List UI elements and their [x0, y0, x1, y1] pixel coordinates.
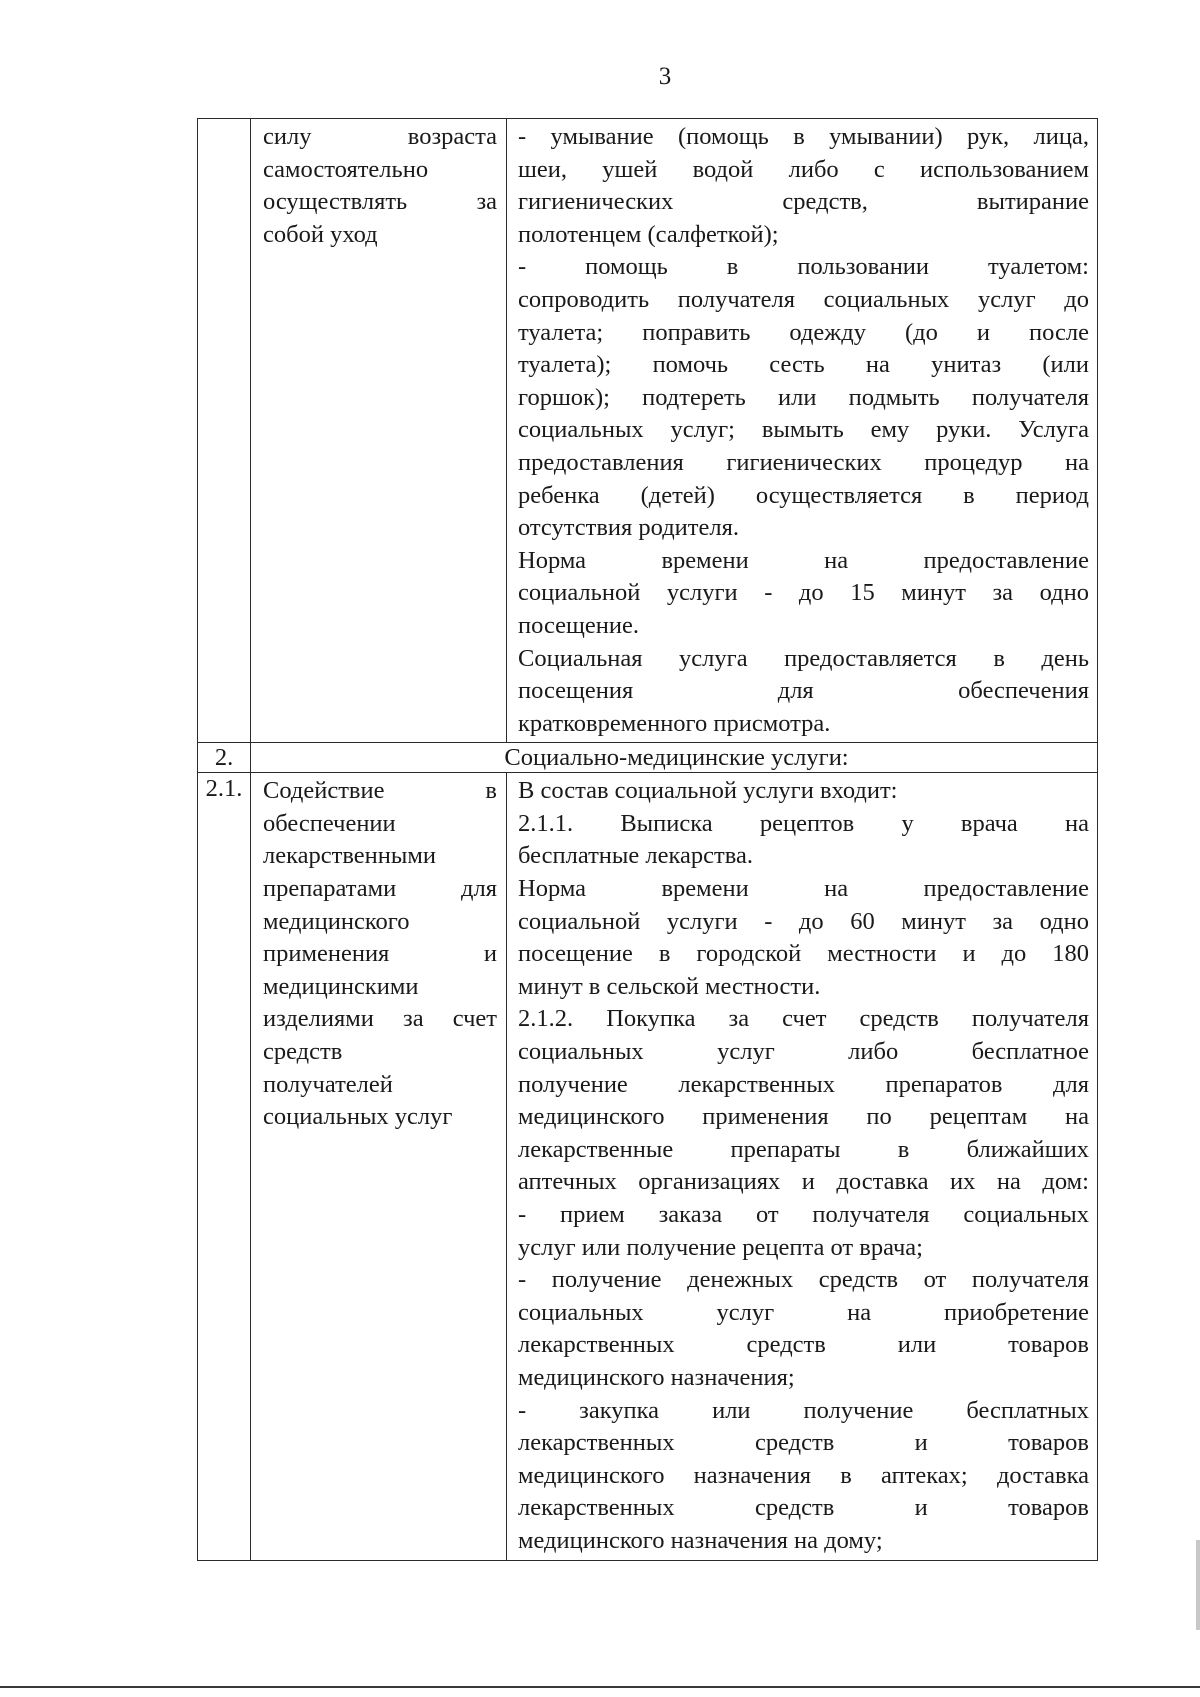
service-description-line: 2.1.2. Покупка за счет средств получателя: [518, 1005, 1089, 1033]
service-description-line: шеи, ушей водой либо с использованием: [518, 155, 1089, 183]
service-description-line: - получение денежных средств от получателя: [518, 1266, 1089, 1294]
service-description-line: получение лекарственных препаратов для: [518, 1070, 1089, 1098]
service-description-line: социальных услуг либо бесплатное: [518, 1038, 1089, 1066]
service-description-line: - закупка или получение бесплатных: [518, 1396, 1089, 1424]
service-description-line: отсутствия родителя.: [518, 514, 739, 542]
service-description-line: минут в сельской местности.: [518, 972, 821, 1000]
service-description-cell: [507, 119, 1098, 743]
service-description-line: полотенцем (салфеткой);: [518, 220, 779, 248]
service-description-line: - прием заказа от получателя социальных: [518, 1201, 1089, 1228]
service-description-line: лекарственных средств и товаров: [518, 1494, 1089, 1522]
service-description-line: ребенка (детей) осуществляется в период: [518, 481, 1089, 509]
service-description-line: горшок); подтереть или подмыть получателя: [518, 383, 1089, 411]
service-title-line: силу возраста: [263, 123, 497, 150]
service-description-line: туалета; поправить одежду (до и после: [518, 318, 1089, 346]
service-description-line: Социальная услуга предоставляется в день: [518, 644, 1089, 672]
section-row: [198, 743, 1098, 773]
service-description-line: социальной услуги - до 15 минут за одно: [518, 579, 1089, 607]
service-description-line: лекарственных средств или товаров: [518, 1331, 1089, 1359]
service-title-cell: [251, 119, 507, 743]
service-title-line: медицинскими: [263, 972, 419, 1000]
service-description-line: посещения для обеспечения: [518, 677, 1089, 705]
scan-right-edge: [1196, 1540, 1200, 1630]
service-description-line: Норма времени на предоставление: [518, 546, 1089, 574]
section-title: Социально-медицинские услуги:: [251, 743, 1098, 773]
service-description-line: В состав социальной услуги входит:: [518, 777, 898, 805]
service-description-line: аптечных организациях и доставка их на дом:: [518, 1168, 1089, 1196]
service-title-line: медицинского: [263, 907, 410, 935]
service-title-line: получателей: [263, 1070, 393, 1098]
service-description-line: посещение в городской местности и до 180: [518, 940, 1089, 968]
services-table-body: [198, 119, 1098, 1561]
service-description-line: - помощь в пользовании туалетом:: [518, 253, 1089, 281]
service-title-cell: [251, 773, 507, 1560]
scan-bottom-edge: [0, 1686, 1200, 1688]
service-description-line: кратковременного присмотра.: [518, 709, 831, 737]
row-number-cell: [198, 119, 251, 743]
service-description-line: посещение.: [518, 611, 639, 639]
services-table: [197, 118, 1098, 1561]
service-description-line: туалета); помочь сесть на унитаз (или: [518, 351, 1089, 379]
row-number-cell: 2.1.: [198, 773, 251, 1560]
service-description-line: 2.1.1. Выписка рецептов у врача на: [518, 809, 1089, 837]
service-description-line: сопроводить получателя социальных услуг до: [518, 285, 1089, 313]
page-number: 3: [658, 63, 672, 90]
service-title-line: препаратами для: [263, 875, 497, 903]
service-title-line: осуществлять за: [263, 188, 497, 216]
service-description-line: услуг или получение рецепта от врача;: [518, 1233, 923, 1261]
service-description-line: медицинского назначения в аптеках; доставка: [518, 1461, 1089, 1489]
service-description-line: социальной услуги - до 60 минут за одно: [518, 907, 1089, 935]
service-description-line: бесплатные лекарства.: [518, 842, 753, 870]
service-description-line: предоставления гигиенических процедур на: [518, 448, 1089, 476]
service-title-line: самостоятельно: [263, 155, 429, 183]
service-title-line: применения и: [263, 940, 497, 968]
table-row: [198, 773, 1098, 1560]
table-row: [198, 119, 1098, 743]
row-number-cell: 2.: [198, 743, 251, 773]
service-description-line: медицинского назначения;: [518, 1363, 795, 1391]
service-description-line: лекарственных средств и товаров: [518, 1429, 1089, 1457]
service-description-line: социальных услуг; вымыть ему руки. Услуга: [518, 416, 1089, 444]
service-description-line: лекарственные препараты в ближайших: [518, 1135, 1089, 1163]
service-title-line: Содействие в: [263, 777, 497, 805]
service-description-line: гигиенических средств, вытирание: [518, 188, 1089, 216]
service-title-line: обеспечении: [263, 809, 396, 837]
service-title-line: лекарственными: [263, 842, 436, 870]
service-title-line: собой уход: [263, 220, 378, 248]
service-description-line: медицинского назначения на дому;: [518, 1526, 883, 1554]
service-title-line: средств: [263, 1038, 343, 1066]
service-description-line: медицинского применения по рецептам на: [518, 1103, 1089, 1131]
service-description-cell: [507, 773, 1098, 1560]
service-description-line: - умывание (помощь в умывании) рук, лица,: [518, 123, 1089, 150]
service-title-line: изделиями за счет: [263, 1005, 497, 1033]
service-title-line: социальных услуг: [263, 1103, 453, 1131]
service-description-line: социальных услуг на приобретение: [518, 1298, 1089, 1326]
service-description-line: Норма времени на предоставление: [518, 875, 1089, 903]
